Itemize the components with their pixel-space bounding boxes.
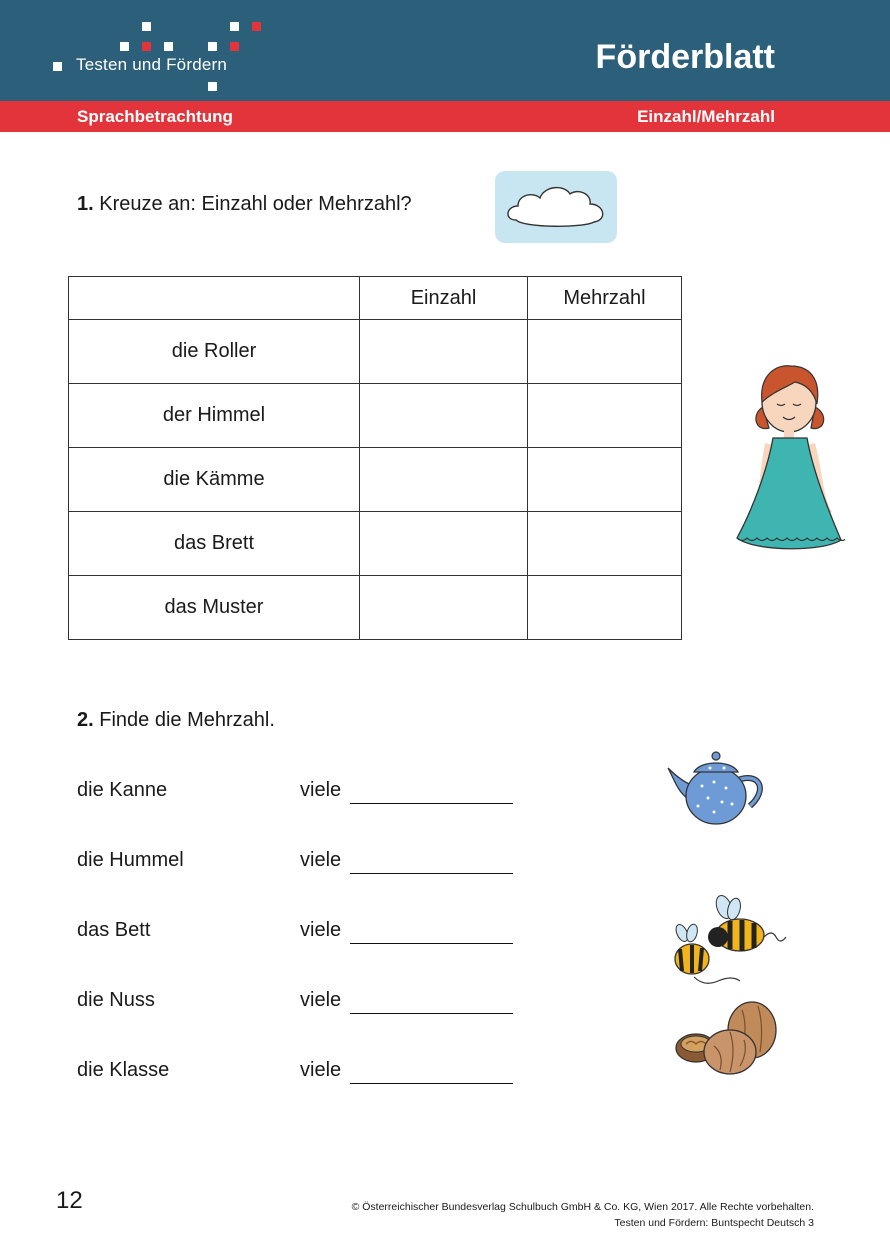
task2-instruction: Finde die Mehrzahl. xyxy=(99,709,275,731)
table-row xyxy=(69,320,682,384)
task2-heading xyxy=(77,709,275,732)
list-item xyxy=(77,1059,527,1089)
word-cell: das Brett xyxy=(69,512,360,576)
task2-number: 2. xyxy=(77,709,94,731)
word-cell: die Roller xyxy=(69,320,360,384)
list-item xyxy=(77,919,527,949)
series-line: Testen und Fördern: Buntspecht Deutsch 3 xyxy=(614,1217,814,1229)
header-bar xyxy=(0,0,890,102)
einzahl-checkbox-cell[interactable] xyxy=(360,320,528,384)
mehrzahl-checkbox-cell[interactable] xyxy=(528,320,682,384)
category-right: Einzahl/Mehrzahl xyxy=(637,107,775,126)
answer-line[interactable] xyxy=(350,1083,513,1084)
page-title: Förderblatt xyxy=(595,38,775,76)
mehrzahl-checkbox-cell[interactable] xyxy=(528,512,682,576)
girl-illustration xyxy=(733,362,845,557)
mehrzahl-checkbox-cell[interactable] xyxy=(528,384,682,448)
viele-label: viele xyxy=(300,919,342,941)
header-cell-einzahl: Einzahl xyxy=(360,277,528,320)
viele-label: viele xyxy=(300,779,342,801)
answer-line[interactable] xyxy=(350,1013,513,1014)
category-bar xyxy=(0,101,890,132)
bees-illustration xyxy=(668,893,790,993)
singular-word: die Hummel xyxy=(77,849,184,871)
logo-text: Testen und Fördern xyxy=(76,55,228,74)
singular-plural-table xyxy=(68,276,682,640)
word-cell: der Himmel xyxy=(69,384,360,448)
header-cell-empty xyxy=(69,277,360,320)
singular-word: die Nuss xyxy=(77,989,155,1011)
cloud-illustration xyxy=(494,170,618,244)
mehrzahl-checkbox-cell[interactable] xyxy=(528,448,682,512)
task1-heading xyxy=(77,193,412,216)
list-item xyxy=(77,779,527,809)
viele-label: viele xyxy=(300,989,342,1011)
singular-word: das Bett xyxy=(77,919,151,941)
table-row xyxy=(69,512,682,576)
list-item xyxy=(77,849,527,879)
word-cell: die Kämme xyxy=(69,448,360,512)
category-left: Sprachbetrachtung xyxy=(77,107,233,126)
copyright-notice xyxy=(352,1199,814,1231)
header-cell-mehrzahl: Mehrzahl xyxy=(528,277,682,320)
answer-line[interactable] xyxy=(350,803,513,804)
copyright-line: © Österreichischer Bundesverlag Schulbuch GmbH & Co. KG, Wien 2017. Alle Rechte vorbehalten. xyxy=(351,1201,814,1213)
einzahl-checkbox-cell[interactable] xyxy=(360,512,528,576)
teapot-illustration xyxy=(664,746,770,828)
task1-number: 1. xyxy=(77,193,94,215)
einzahl-checkbox-cell[interactable] xyxy=(360,384,528,448)
table-header-row xyxy=(69,277,682,320)
plural-exercise-list xyxy=(77,779,527,1099)
einzahl-checkbox-cell[interactable] xyxy=(360,576,528,640)
table-row xyxy=(69,448,682,512)
walnuts-illustration xyxy=(672,996,782,1080)
answer-line[interactable] xyxy=(350,943,513,944)
table-row xyxy=(69,576,682,640)
task1-instruction: Kreuze an: Einzahl oder Mehrzahl? xyxy=(99,193,412,215)
singular-word: die Klasse xyxy=(77,1059,170,1081)
table-row xyxy=(69,384,682,448)
viele-label: viele xyxy=(300,1059,342,1081)
einzahl-checkbox-cell[interactable] xyxy=(360,448,528,512)
list-item xyxy=(77,989,527,1019)
page-number: 12 xyxy=(56,1187,83,1214)
viele-label: viele xyxy=(300,849,342,871)
singular-word: die Kanne xyxy=(77,779,168,801)
mehrzahl-checkbox-cell[interactable] xyxy=(528,576,682,640)
answer-line[interactable] xyxy=(350,873,513,874)
word-cell: das Muster xyxy=(69,576,360,640)
